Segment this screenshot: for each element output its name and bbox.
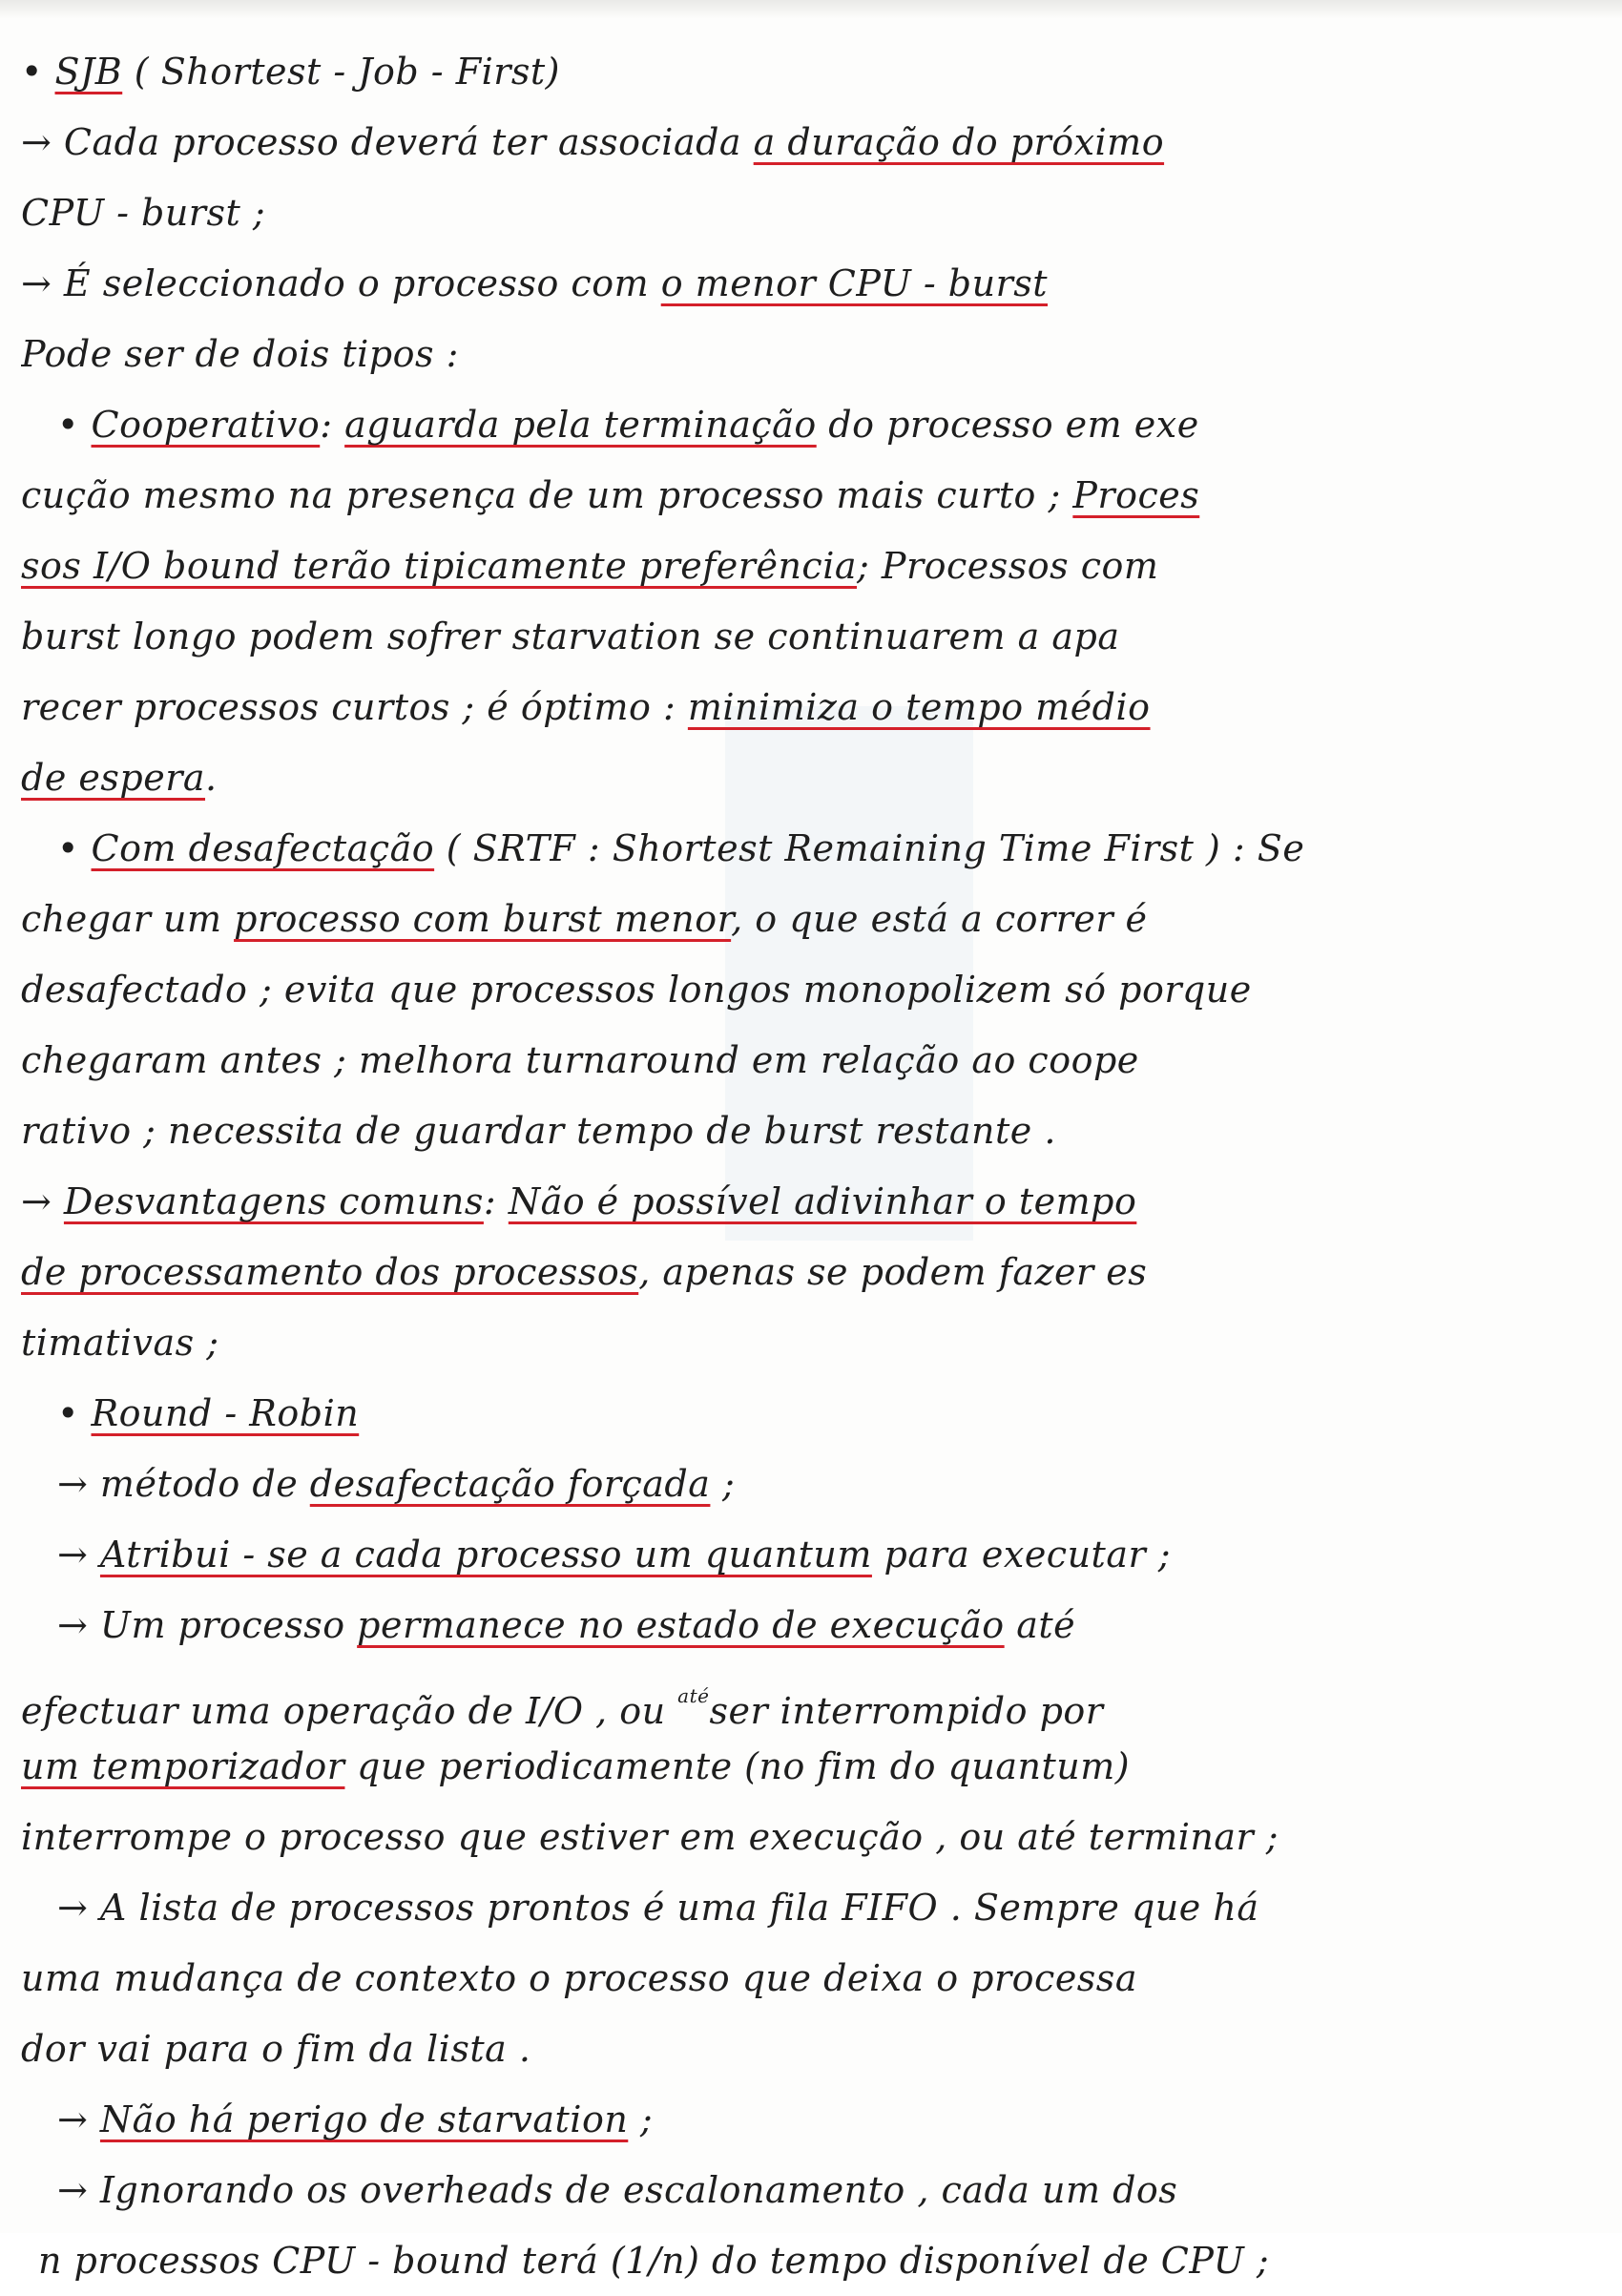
rr-title: Round - Robin bbox=[91, 1392, 360, 1434]
rr-line-9 bbox=[21, 2014, 1586, 2084]
rr-line-2 bbox=[21, 1519, 1586, 1590]
rr-line-6 bbox=[21, 1802, 1586, 1872]
bullet-icon: • bbox=[57, 827, 92, 869]
text: cução mesmo na presença de um processo mais curto ; bbox=[21, 474, 1073, 516]
underlined-text: Com desafectação bbox=[91, 827, 435, 869]
text: timativas ; bbox=[21, 1322, 219, 1364]
underlined-text: minimiza o tempo médio bbox=[687, 686, 1151, 728]
bullet-icon: • bbox=[57, 404, 92, 446]
text: uma mudança de contexto o processo que deixa o processa bbox=[21, 1957, 1137, 1999]
text: → bbox=[57, 2098, 100, 2140]
underlined-text: Proces bbox=[1072, 474, 1200, 516]
torn-page-edge bbox=[0, 0, 1622, 19]
underlined-text: um temporizador bbox=[21, 1745, 345, 1787]
text: : bbox=[320, 404, 345, 446]
rr-line-3 bbox=[21, 1590, 1586, 1660]
text: burst longo podem sofrer starvation se continuarem a apa bbox=[21, 616, 1120, 657]
text: n processos CPU - bound terá (1/n) do tempo disponível de CPU ; bbox=[38, 2240, 1270, 2282]
text: , apenas se podem fazer es bbox=[638, 1251, 1148, 1293]
underlined-text: de processamento dos processos bbox=[21, 1251, 639, 1293]
rr-line-1 bbox=[21, 1449, 1586, 1519]
underlined-text: ser interrompido por bbox=[709, 1690, 1104, 1731]
preempt-line-5 bbox=[21, 1096, 1586, 1166]
rr-line-8 bbox=[21, 1943, 1586, 2014]
sjf-line-3 bbox=[21, 248, 1586, 319]
underlined-text: Não há perigo de starvation bbox=[99, 2098, 629, 2140]
superscript-insert: até bbox=[677, 1684, 710, 1707]
sjf-title: SJB bbox=[54, 51, 123, 93]
text: do processo em exe bbox=[816, 404, 1199, 446]
text: rativo ; necessita de guardar tempo de burst restante . bbox=[21, 1110, 1056, 1152]
underlined-text: sos I/O bound terão tipicamente preferência bbox=[21, 545, 858, 587]
text: → É seleccionado o processo com bbox=[21, 262, 661, 304]
coop-line-5 bbox=[21, 672, 1586, 742]
preempt-line-1 bbox=[21, 813, 1586, 884]
disadvantages-line-2 bbox=[21, 1237, 1586, 1307]
text: chegaram antes ; melhora turnaround em relação ao coope bbox=[21, 1039, 1139, 1081]
coop-line-3 bbox=[21, 531, 1586, 601]
underlined-text: Cooperativo bbox=[91, 404, 321, 446]
text: → bbox=[21, 1180, 64, 1222]
text: Pode ser de dois tipos : bbox=[21, 333, 459, 375]
sjf-heading bbox=[21, 36, 1586, 107]
text: desafectado ; evita que processos longos monopolizem só porque bbox=[21, 969, 1252, 1011]
text: chegar um bbox=[21, 898, 235, 940]
text: ( SRTF : Shortest Remaining Time First ) : Se bbox=[434, 827, 1305, 869]
text: efectuar uma operação de I/O , ou bbox=[21, 1690, 678, 1731]
bullet-icon: • bbox=[57, 1392, 92, 1434]
coop-line-6 bbox=[21, 742, 1586, 813]
rr-line-4 bbox=[21, 1660, 1586, 1731]
sjf-line-4 bbox=[21, 319, 1586, 389]
sjf-title-expansion: ( Shortest - Job - First) bbox=[122, 51, 560, 93]
underlined-text: Desvantagens comuns bbox=[63, 1180, 484, 1222]
text: ; bbox=[628, 2098, 654, 2140]
rr-line-10 bbox=[21, 2084, 1586, 2155]
text: : bbox=[483, 1180, 509, 1222]
text: até bbox=[1004, 1604, 1076, 1646]
underlined-text: desafectação forçada bbox=[309, 1463, 711, 1505]
coop-line-1 bbox=[21, 389, 1586, 460]
underlined-text: Não é possível adivinhar o tempo bbox=[508, 1180, 1137, 1222]
underlined-text: Atribui - se a cada processo um quantum bbox=[99, 1534, 872, 1576]
bullet-icon: • bbox=[21, 51, 43, 93]
rr-line-5 bbox=[21, 1731, 1586, 1802]
text: para executar ; bbox=[871, 1534, 1172, 1576]
underlined-text: aguarda pela terminação bbox=[344, 404, 817, 446]
handwritten-notes bbox=[21, 36, 1586, 2296]
text: . bbox=[205, 757, 218, 799]
text: recer processos curtos ; é óptimo : bbox=[21, 686, 688, 728]
underlined-text: a duração do próximo bbox=[753, 121, 1165, 163]
text: ; bbox=[710, 1463, 736, 1505]
text: dor vai para o fim da lista . bbox=[21, 2028, 531, 2070]
sjf-line-1 bbox=[21, 107, 1586, 177]
preempt-line-4 bbox=[21, 1025, 1586, 1096]
text: → Ignorando os overheads de escalonamento , cada um dos bbox=[57, 2169, 1178, 2211]
disadvantages-line-1 bbox=[21, 1166, 1586, 1237]
text: CPU - burst ; bbox=[21, 192, 266, 234]
text: interrompe o processo que estiver em execução , ou até terminar ; bbox=[21, 1816, 1279, 1858]
rr-line-12 bbox=[21, 2225, 1586, 2296]
coop-line-2 bbox=[21, 460, 1586, 531]
preempt-line-3 bbox=[21, 954, 1586, 1025]
text: → método de bbox=[57, 1463, 310, 1505]
rr-line-7 bbox=[21, 1872, 1586, 1943]
text: → Cada processo deverá ter associada bbox=[21, 121, 754, 163]
text: → A lista de processos prontos é uma fila FIFO . Sempre que há bbox=[57, 1887, 1259, 1929]
underlined-text: processo com burst menor bbox=[234, 898, 732, 940]
preempt-line-2 bbox=[21, 884, 1586, 954]
text: → Um processo bbox=[57, 1604, 358, 1646]
rr-heading bbox=[21, 1378, 1586, 1449]
sjf-line-2 bbox=[21, 177, 1586, 248]
text: , o que está a correr é bbox=[731, 898, 1148, 940]
text: → bbox=[57, 1534, 100, 1576]
coop-line-4 bbox=[21, 601, 1586, 672]
text: ; Processos com bbox=[857, 545, 1159, 587]
text: que periodicamente (no fim do quantum) bbox=[344, 1745, 1131, 1787]
underlined-text: o menor CPU - burst bbox=[660, 262, 1049, 304]
rr-line-11 bbox=[21, 2155, 1586, 2225]
underlined-text: de espera bbox=[21, 757, 206, 799]
disadvantages-line-3 bbox=[21, 1307, 1586, 1378]
underlined-text: permanece no estado de execução bbox=[357, 1604, 1005, 1646]
